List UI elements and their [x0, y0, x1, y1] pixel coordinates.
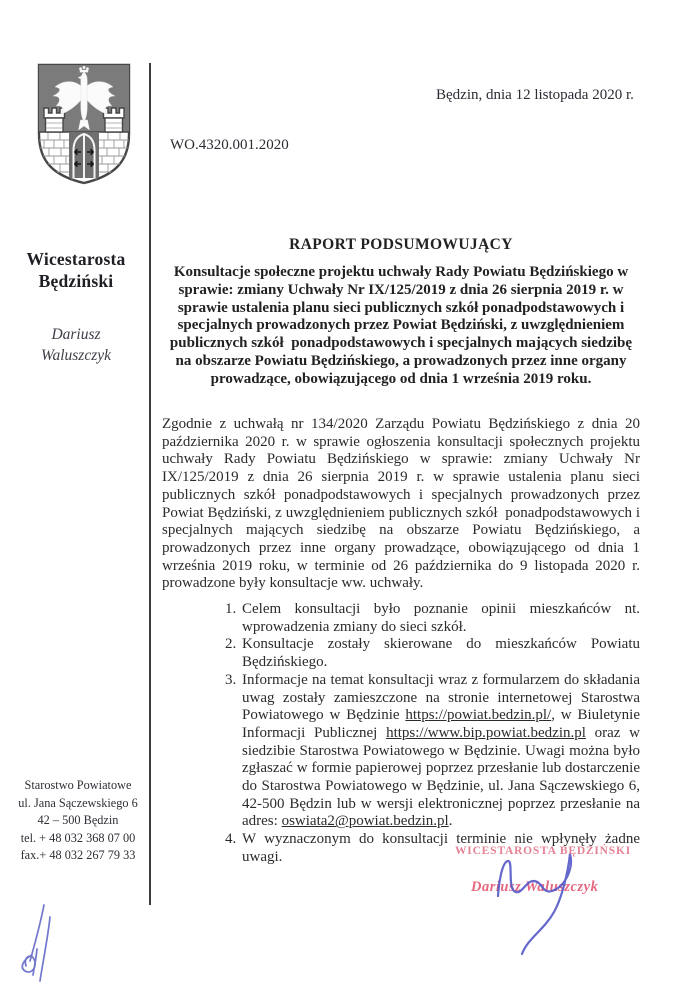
signature-role-stamp: WICESTAROSTA BĘDZIŃSKI [455, 845, 631, 857]
bip-website-link[interactable]: https://www.bip.powiat.bedzin.pl [386, 724, 586, 741]
sidebar-official-name [0, 324, 152, 366]
list-item: 4. W wyznaczonym do konsultacji terminie nie wpłynęły żadne uwagi. [240, 831, 640, 866]
handwritten-signature [462, 846, 587, 961]
sidebar-office-title [0, 248, 152, 292]
report-intro-paragraph: Zgodnie z uchwałą nr 134/2020 Zarządu Powiatu Będzińskiego z dnia 20 października 2020 r. w sprawie ogłoszenia konsultacji społecznych projektu uchwały Rady Powiatu Będzińskiego w sprawie: zmiany Uchwały Nr IX/125/2019 z dnia 26 sierpnia 2019 r. w sprawie ustalenia planu sieci publicznych szkół ponadpodstawowych i specjalnych prowadzonych przez Powiat Będziński, z uwzględnieniem publicznych szkół ponadpodstawowych i specjalnych mających siedzibę na obszarze Powiatu Będzińskiego, a prowadzonych przez inne organy prowadzące, obowiązującego od dnia 1 września 2019 roku, w terminie od 26 października do 9 listopada 2020 r. prowadzone były konsultacje ww. uchwały. [162, 416, 640, 592]
list-item: 2. Konsultacje zostały skierowane do mieszkańców Powiatu Będzińskiego. [240, 636, 640, 671]
coat-of-arms-icon [35, 62, 133, 188]
sidebar-official-name-line: Dariusz [51, 326, 101, 343]
ink-paraph-mark [10, 903, 65, 988]
contact-city: 42 – 500 Będzin [37, 813, 119, 828]
contact-office-name: Starostwo Powiatowe [24, 778, 132, 792]
sidebar-office-title-line: Będziński [38, 271, 114, 291]
date-line: Będzin, dnia 12 listopada 2020 r. [436, 87, 634, 103]
report-findings-list [162, 601, 640, 867]
email-link[interactable]: oswiata2@powiat.bedzin.pl [281, 813, 449, 830]
signature-name-stamp: Dariusz Waluszczyk [471, 879, 599, 895]
contact-phone: tel. + 48 032 368 07 00 [20, 830, 136, 845]
list-item-text: . [448, 813, 453, 830]
list-item-text: oraz w siedzibie Starostwa Powiatowego w Będzinie. Uwagi można było zgłaszać w formie papierowej poprzez przesłanie lub dostarczenie do Starostwa Powiatowego w Będzinie, ul. Jana Sączewskiego 6, 42-500 Będzin lub w wersji elektronicznej poprzez przesłanie na adres: [242, 724, 640, 830]
sidebar-contact-block [0, 777, 156, 865]
report-title: RAPORT PODSUMOWUJĄCY [289, 236, 513, 253]
contact-street: ul. Jana Sączewskiego 6 [18, 795, 138, 810]
list-item [240, 672, 640, 831]
reference-number: WO.4320.001.2020 [170, 137, 289, 153]
list-item-text: Informacje na temat konsultacji wraz z formularzem do składania uwag zostały zamieszczone na stronie internetowej Starostwa Powiatowego w Będzinie [242, 671, 640, 724]
sidebar-official-name-line: Waluszczyk [40, 347, 112, 364]
powiat-website-link[interactable]: https://powiat.bedzin.pl/ [405, 707, 552, 724]
sidebar-office-title-line: Wicestarosta [26, 249, 126, 269]
report-subject: Konsultacje społeczne projektu uchwały Rady Powiatu Będzińskiego w sprawie: zmiany Uchwały Nr IX/125/2019 z dnia 26 sierpnia 2019 r. w sprawie ustalenia planu sieci publicznych szkół ponadpodstawowych i specjalnych prowadzonych przez Powiat Będziński, z uwzględnieniem publicznych szkół ponadpodstawowych i specjalnych mających siedzibę na obszarze Powiatu Będzińskiego, a prowadzonych przez inne organy prowadzące, obowiązującego od dnia 1 września 2019 roku. [169, 264, 633, 387]
list-item: 1. Celem konsultacji było poznanie opinii mieszkańców nt. wprowadzenia zmiany do sieci szkół. [240, 601, 640, 636]
list-item-text: , w Biuletynie Informacji Publicznej [242, 707, 640, 741]
contact-fax: fax.+ 48 032 267 79 33 [20, 848, 136, 863]
